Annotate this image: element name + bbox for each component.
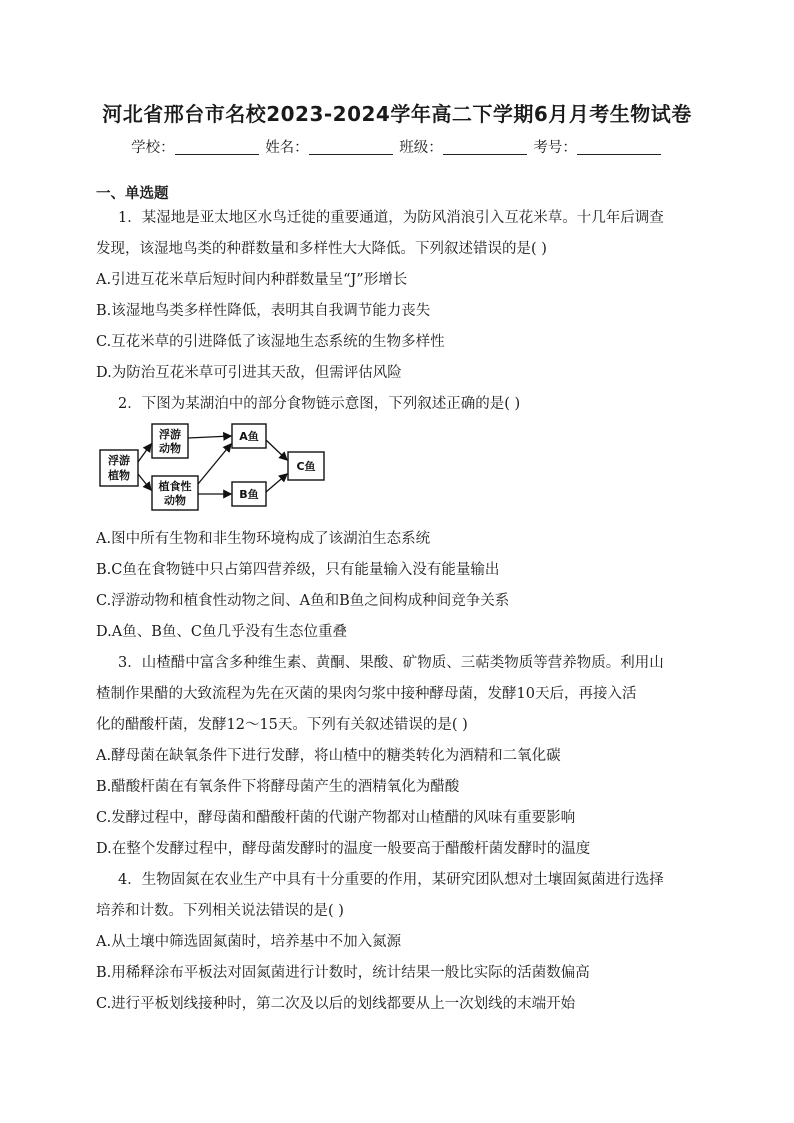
herbivore-label-1: 植食性	[158, 480, 192, 493]
exam-number-blank[interactable]	[577, 140, 661, 155]
question-3-stem-line-3: 化的醋酸杆菌，发酵12～15天。下列有关叙述错误的是( )	[96, 717, 468, 733]
question-4-stem-line-2: 培养和计数。下列相关说法错误的是( )	[96, 903, 344, 919]
question-2-option-a: A.图中所有生物和非生物环境构成了该湖泊生态系统	[96, 531, 431, 547]
question-1-option-d: D.为防治互花米草可引进其天敌，但需评估风险	[96, 365, 402, 381]
question-2-option-b: B.C鱼在食物链中只占第四营养级，只有能量输入没有能量输出	[96, 562, 500, 578]
question-2-option-d: D.A鱼、B鱼、C鱼几乎没有生态位重叠	[96, 624, 347, 640]
fish-b-label: B鱼	[239, 488, 259, 501]
name-label: 姓名：	[265, 140, 309, 156]
fish-c-label: C鱼	[296, 460, 316, 473]
arrow-b-to-c	[266, 474, 287, 492]
arrow-a-to-c	[266, 440, 287, 460]
question-1-stem-line-1: 1．某湿地是亚太地区水鸟迁徙的重要通道，为防风消浪引入互花米草。十几年后调查	[118, 210, 664, 226]
question-4-option-c: C.进行平板划线接种时，第二次及以后的划线都要从上一次划线的末端开始	[96, 996, 576, 1012]
food-chain-diagram	[96, 418, 336, 518]
exam-number-label: 考号：	[533, 140, 577, 156]
question-3-option-d: D.在整个发酵过程中，酵母菌发酵时的温度一般要高于醋酸杆菌发酵时的温度	[96, 841, 591, 857]
question-2-stem-line-1: 2．下图为某湖泊中的部分食物链示意图，下列叙述正确的是( )	[118, 396, 521, 412]
question-1-option-c: C.互花米草的引进降低了该湿地生态系统的生物多样性	[96, 334, 445, 350]
name-blank[interactable]	[309, 140, 393, 155]
question-1-option-b: B.该湿地鸟类多样性降低，表明其自我调节能力丧失	[96, 303, 431, 319]
question-4-option-b: B.用稀释涂布平板法对固氮菌进行计数时，统计结果一般比实际的活菌数偏高	[96, 965, 590, 981]
fish-a-label: A鱼	[239, 430, 259, 443]
zooplankton-label-1: 浮游	[159, 428, 181, 441]
zooplankton-label-2: 动物	[159, 442, 181, 455]
student-info-row	[0, 136, 794, 157]
herbivore-label-2: 动物	[164, 494, 186, 507]
question-4-stem-line-1: 4．生物固氮在农业生产中具有十分重要的作用，某研究团队想对土壤固氮菌进行选择	[118, 872, 664, 888]
section-heading: 一、单选题	[96, 186, 169, 202]
class-label: 班级：	[399, 140, 443, 156]
question-1-stem-line-2: 发现，该湿地鸟类的种群数量和多样性大大降低。下列叙述错误的是( )	[96, 241, 547, 257]
question-3-stem-line-1: 3．山楂醋中富含多种维生素、黄酮、果酸、矿物质、三萜类物质等营养物质。利用山	[118, 655, 664, 671]
question-1-option-a: A.引进互花米草后短时间内种群数量呈“J”形增长	[96, 272, 408, 288]
class-blank[interactable]	[443, 140, 527, 155]
question-2-option-c: C.浮游动物和植食性动物之间、A鱼和B鱼之间构成种间竞争关系	[96, 593, 510, 609]
arrow-phyto-to-herbivore	[138, 474, 151, 490]
question-3-option-a: A.酵母菌在缺氧条件下进行发酵，将山楂中的糖类转化为酒精和二氧化碳	[96, 748, 561, 764]
question-3-option-b: B.醋酸杆菌在有氧条件下将酵母菌产生的酒精氧化为醋酸	[96, 779, 460, 795]
arrow-zoo-to-a	[188, 436, 231, 438]
phytoplankton-label-2: 植物	[108, 469, 130, 482]
phytoplankton-label-1: 浮游	[108, 454, 130, 467]
question-3-stem-line-2: 楂制作果醋的大致流程为先在灭菌的果肉匀浆中接种酵母菌，发酵10天后，再接入活	[96, 686, 637, 702]
question-4-option-a: A.从土壤中筛选固氮菌时，培养基中不加入氮源	[96, 934, 402, 950]
arrow-phyto-to-zoo	[138, 444, 151, 462]
question-3-option-c: C.发酵过程中，酵母菌和醋酸杆菌的代谢产物都对山楂醋的风味有重要影响	[96, 810, 576, 826]
arrow-herbivore-to-a	[198, 444, 231, 484]
school-blank[interactable]	[175, 140, 259, 155]
page-title: 河北省邢台市名校2023-2024学年高二下学期6月月考生物试卷	[102, 102, 692, 126]
school-label: 学校：	[131, 140, 175, 156]
